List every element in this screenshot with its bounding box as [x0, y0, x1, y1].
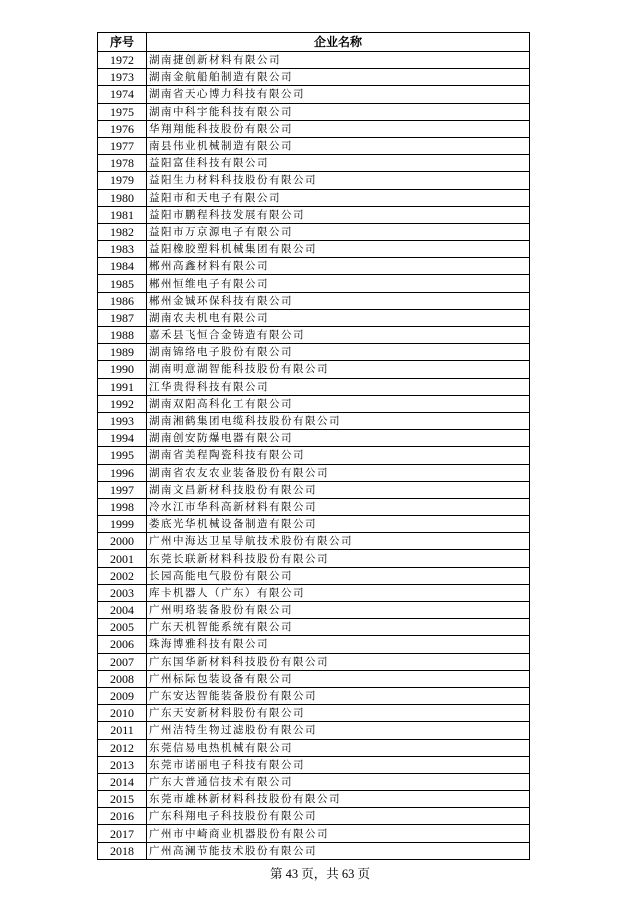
row-serial-number: 1984: [98, 258, 147, 275]
table-row: [98, 309, 530, 326]
row-serial-number: 2014: [98, 773, 147, 790]
table-row: [98, 756, 530, 773]
table-row: [98, 137, 530, 154]
row-serial-number: 2010: [98, 705, 147, 722]
table-row: [98, 69, 530, 86]
row-company-name: 广东安达智能装备股份有限公司: [147, 687, 530, 704]
table-row: [98, 842, 530, 859]
row-serial-number: 1996: [98, 464, 147, 481]
row-company-name: 东莞信易电热机械有限公司: [147, 739, 530, 756]
table-row: [98, 258, 530, 275]
row-company-name: 广州洁特生物过滤股份有限公司: [147, 722, 530, 739]
row-serial-number: 1992: [98, 395, 147, 412]
table-row: [98, 825, 530, 842]
company-table: [97, 32, 530, 860]
row-company-name: 湖南农夫机电有限公司: [147, 309, 530, 326]
row-company-name: 郴州金铖环保科技有限公司: [147, 292, 530, 309]
table-row: [98, 447, 530, 464]
table-row: [98, 705, 530, 722]
page-footer: 第 43 页，共 63 页: [269, 867, 370, 881]
row-serial-number: 2007: [98, 653, 147, 670]
table-row: [98, 412, 530, 429]
row-serial-number: 2004: [98, 602, 147, 619]
row-company-name: 广东国华新材料科技股份有限公司: [147, 653, 530, 670]
row-serial-number: 1975: [98, 103, 147, 120]
row-company-name: 益阳市万京源电子有限公司: [147, 223, 530, 240]
table-row: [98, 739, 530, 756]
table-row: [98, 103, 530, 120]
table-row: [98, 481, 530, 498]
row-serial-number: 2013: [98, 756, 147, 773]
row-serial-number: 1979: [98, 172, 147, 189]
row-company-name: 广州市中崎商业机器股份有限公司: [147, 825, 530, 842]
row-serial-number: 1978: [98, 155, 147, 172]
table-row: [98, 791, 530, 808]
row-company-name: 湖南省美程陶瓷科技有限公司: [147, 447, 530, 464]
row-company-name: 广东天安新材料股份有限公司: [147, 705, 530, 722]
row-company-name: 郴州高鑫材料有限公司: [147, 258, 530, 275]
row-serial-number: 1985: [98, 275, 147, 292]
row-serial-number: 2012: [98, 739, 147, 756]
row-serial-number: 1994: [98, 430, 147, 447]
table-row: [98, 327, 530, 344]
table-row: [98, 722, 530, 739]
row-serial-number: 1991: [98, 378, 147, 395]
row-serial-number: 1974: [98, 86, 147, 103]
row-serial-number: 1993: [98, 412, 147, 429]
row-company-name: 广东天机智能系统有限公司: [147, 619, 530, 636]
table-row: [98, 516, 530, 533]
table-row: [98, 619, 530, 636]
row-company-name: 湖南中科宇能科技有限公司: [147, 103, 530, 120]
row-company-name: 长园高能电气股份有限公司: [147, 567, 530, 584]
row-company-name: 益阳橡胶塑料机械集团有限公司: [147, 241, 530, 258]
table-row: [98, 584, 530, 601]
row-company-name: 广州明珞装备股份有限公司: [147, 602, 530, 619]
table-row: [98, 378, 530, 395]
row-serial-number: 1986: [98, 292, 147, 309]
table-row: [98, 636, 530, 653]
row-company-name: 郴州恒维电子有限公司: [147, 275, 530, 292]
table-row: [98, 344, 530, 361]
row-company-name: 江华贵得科技有限公司: [147, 378, 530, 395]
table-row: [98, 653, 530, 670]
row-company-name: 珠海博雅科技有限公司: [147, 636, 530, 653]
row-serial-number: 2011: [98, 722, 147, 739]
company-table-container: [97, 32, 530, 860]
row-serial-number: 1997: [98, 481, 147, 498]
row-company-name: 广东大普通信技术有限公司: [147, 773, 530, 790]
row-serial-number: 1982: [98, 223, 147, 240]
header-serial-number: 序号: [98, 33, 147, 52]
row-company-name: 库卡机器人（广东）有限公司: [147, 584, 530, 601]
row-serial-number: 2002: [98, 567, 147, 584]
row-company-name: 湖南文昌新材科技股份有限公司: [147, 481, 530, 498]
table-row: [98, 533, 530, 550]
table-row: [98, 223, 530, 240]
row-serial-number: 1980: [98, 189, 147, 206]
row-company-name: 嘉禾县飞恒合金铸造有限公司: [147, 327, 530, 344]
table-row: [98, 550, 530, 567]
row-serial-number: 1998: [98, 498, 147, 515]
row-serial-number: 1973: [98, 69, 147, 86]
row-serial-number: 1981: [98, 206, 147, 223]
table-row: [98, 86, 530, 103]
table-row: [98, 361, 530, 378]
table-row: [98, 498, 530, 515]
table-row: [98, 395, 530, 412]
row-serial-number: 1987: [98, 309, 147, 326]
row-company-name: 湖南金航船舶制造有限公司: [147, 69, 530, 86]
row-serial-number: 1999: [98, 516, 147, 533]
row-company-name: 湖南捷创新材料有限公司: [147, 52, 530, 69]
table-row: [98, 670, 530, 687]
row-serial-number: 2003: [98, 584, 147, 601]
table-row: [98, 602, 530, 619]
table-row: [98, 172, 530, 189]
row-serial-number: 1977: [98, 137, 147, 154]
row-company-name: 湖南创安防爆电器有限公司: [147, 430, 530, 447]
table-row: [98, 292, 530, 309]
row-company-name: 湖南省天心博力科技有限公司: [147, 86, 530, 103]
table-row: [98, 773, 530, 790]
row-company-name: 广东科翔电子科技股份有限公司: [147, 808, 530, 825]
row-serial-number: 2017: [98, 825, 147, 842]
row-serial-number: 2015: [98, 791, 147, 808]
row-serial-number: 1983: [98, 241, 147, 258]
row-company-name: 东莞市诺丽电子科技有限公司: [147, 756, 530, 773]
table-row: [98, 189, 530, 206]
row-company-name: 湖南湘鹤集团电缆科技股份有限公司: [147, 412, 530, 429]
table-row: [98, 206, 530, 223]
table-body: [98, 52, 530, 860]
row-company-name: 娄底光华机械设备制造有限公司: [147, 516, 530, 533]
row-company-name: 东莞长联新材料科技股份有限公司: [147, 550, 530, 567]
row-serial-number: 2016: [98, 808, 147, 825]
table-row: [98, 567, 530, 584]
row-serial-number: 2018: [98, 842, 147, 859]
row-company-name: 湖南锦络电子股份有限公司: [147, 344, 530, 361]
row-serial-number: 1976: [98, 120, 147, 137]
table-row: [98, 241, 530, 258]
row-serial-number: 1990: [98, 361, 147, 378]
header-company-name: 企业名称: [147, 33, 530, 52]
row-serial-number: 1995: [98, 447, 147, 464]
row-serial-number: 2008: [98, 670, 147, 687]
row-serial-number: 2006: [98, 636, 147, 653]
table-row: [98, 808, 530, 825]
table-row: [98, 120, 530, 137]
row-serial-number: 2001: [98, 550, 147, 567]
row-serial-number: 1972: [98, 52, 147, 69]
row-company-name: 益阳市鹏程科技发展有限公司: [147, 206, 530, 223]
row-company-name: 东莞市雄林新材料科技股份有限公司: [147, 791, 530, 808]
row-company-name: 广州标际包装设备有限公司: [147, 670, 530, 687]
row-company-name: 冷水江市华科高新材料有限公司: [147, 498, 530, 515]
row-company-name: 湖南双阳高科化工有限公司: [147, 395, 530, 412]
row-company-name: 益阳生力材料科技股份有限公司: [147, 172, 530, 189]
row-serial-number: 2005: [98, 619, 147, 636]
row-company-name: 华翔翔能科技股份有限公司: [147, 120, 530, 137]
table-row: [98, 275, 530, 292]
row-serial-number: 1989: [98, 344, 147, 361]
row-company-name: 益阳市和天电子有限公司: [147, 189, 530, 206]
row-serial-number: 1988: [98, 327, 147, 344]
table-row: [98, 155, 530, 172]
row-company-name: 益阳富佳科技有限公司: [147, 155, 530, 172]
row-company-name: 南县伟业机械制造有限公司: [147, 137, 530, 154]
table-row: [98, 464, 530, 481]
row-serial-number: 2009: [98, 687, 147, 704]
table-row: [98, 687, 530, 704]
row-company-name: 湖南明意湖智能科技股份有限公司: [147, 361, 530, 378]
table-header-row: [98, 33, 530, 52]
row-company-name: 广州高澜节能技术股份有限公司: [147, 842, 530, 859]
row-company-name: 湖南省农友农业装备股份有限公司: [147, 464, 530, 481]
table-row: [98, 52, 530, 69]
row-company-name: 广州中海达卫星导航技术股份有限公司: [147, 533, 530, 550]
row-serial-number: 2000: [98, 533, 147, 550]
table-row: [98, 430, 530, 447]
